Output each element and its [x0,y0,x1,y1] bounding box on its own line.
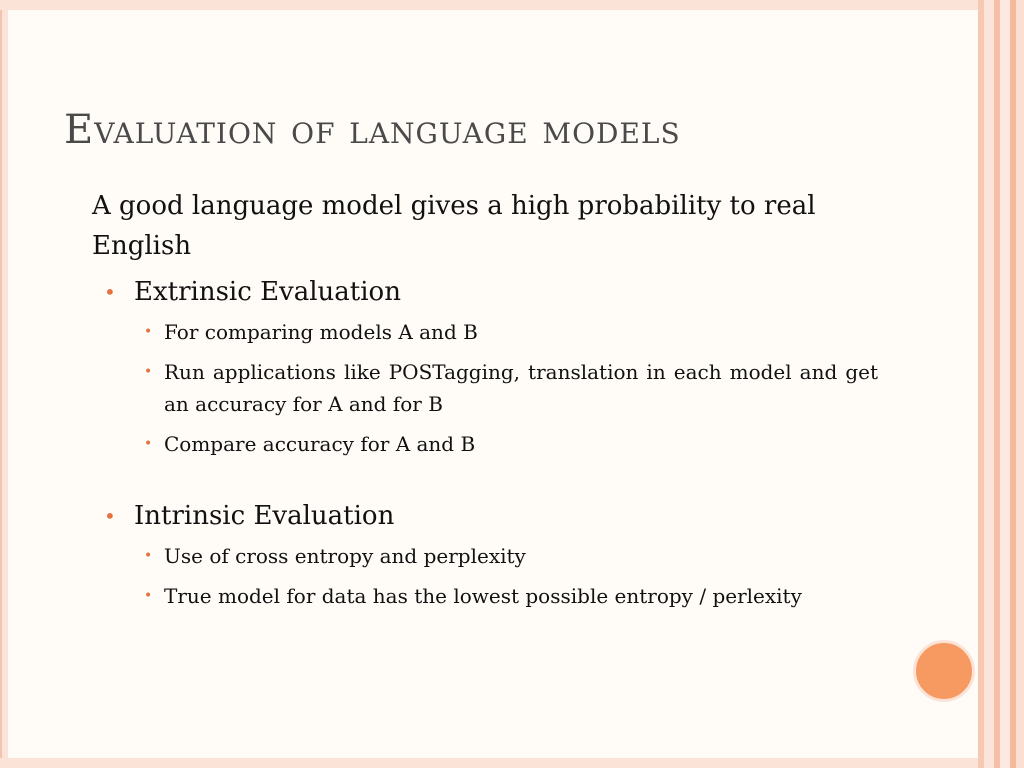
bullet-intrinsic [92,500,878,532]
sub-bullet [92,580,878,612]
sub-bullet-text: For comparing models A and B [164,320,478,344]
decorative-circle [913,640,975,702]
sub-bullet [92,540,878,572]
top-border [0,0,978,10]
sub-bullet-text: Run applications like POSTagging, translation in each model and get an accuracy for A and for B [164,360,878,416]
bullet-dot-icon: • [144,324,153,340]
bullet-dot-icon: • [144,588,153,604]
slide-body [92,186,878,620]
left-border [0,0,8,768]
sub-bullet [92,428,878,460]
sub-bullet [92,316,878,348]
bullet-dot-icon: • [144,436,153,452]
sub-bullet-text: True model for data has the lowest possible entropy / perlexity [164,584,802,608]
intro-text: A good language model gives a high probability to real English [92,191,816,261]
decorative-stripes [978,0,1024,768]
bullet-dot-icon: • [144,548,153,564]
slide-title: Evaluation of language models [64,107,681,153]
section-heading: Intrinsic Evaluation [134,501,395,531]
bullet-dot-icon: • [104,280,116,304]
bullet-dot-icon: • [104,504,116,528]
sub-bullet [92,356,878,420]
sub-bullet-text: Use of cross entropy and perplexity [164,544,526,568]
bullet-extrinsic [92,276,878,308]
section-heading: Extrinsic Evaluation [134,277,401,307]
bullet-dot-icon: • [144,364,153,380]
sub-bullet-text: Compare accuracy for A and B [164,432,476,456]
bottom-border [0,758,978,768]
